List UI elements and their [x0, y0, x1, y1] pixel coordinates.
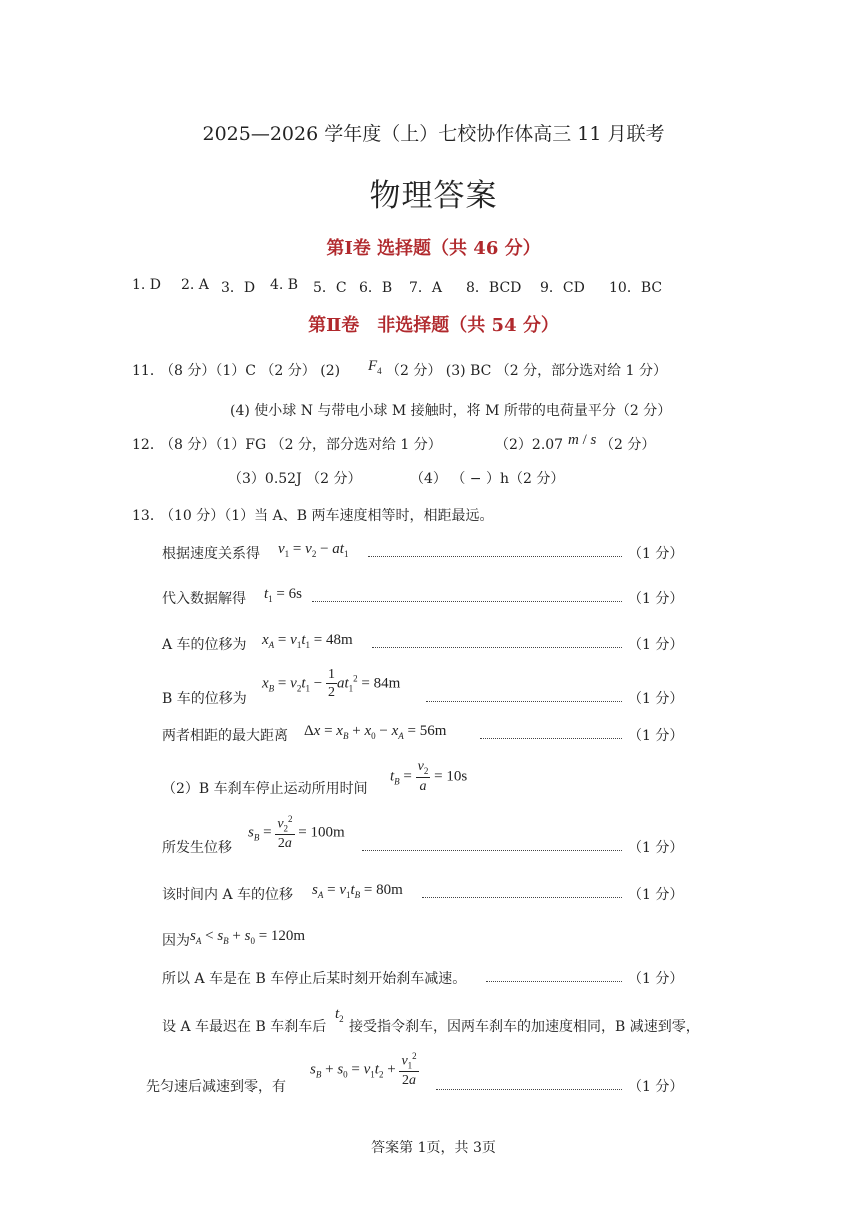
- q13-intro: （10 分）（1）当 A、B 两车速度相等时，相距最远。: [160, 508, 494, 524]
- q13-step7-label: 所发生位移: [162, 840, 232, 856]
- q13-step7-formula: $s_B$ = $\frac{v_2^2}{2a}$ = 100m: [248, 814, 345, 852]
- q13-step12-leader: [436, 1089, 622, 1090]
- q12-line2-a: （3）0.52J （2 分）: [228, 471, 362, 487]
- q13-number: 13．: [132, 508, 164, 524]
- q13-step6-label: （2）B 车刹车停止运动所用时间: [162, 781, 368, 797]
- q13-step3-label: A 车的位移为: [162, 637, 247, 653]
- q13-step1-leader: [368, 556, 622, 557]
- q13-step2-formula: $t_1 = 6s$: [264, 586, 302, 604]
- q12-line2-b: （4） （ − ）h（2 分）: [410, 471, 565, 487]
- q13-step1-points: （1 分）: [628, 546, 684, 562]
- q13-step12-formula: $s_B + s_0 = v_1t_2$ + $\frac{v_1^2}{2a}$: [310, 1051, 417, 1089]
- q13-step4-label: B 车的位移为: [162, 691, 247, 707]
- q13-step12-label: 先匀速后减速到零，有: [146, 1079, 286, 1095]
- q13-step3-leader: [372, 647, 622, 648]
- q13-step2-points: （1 分）: [628, 591, 684, 607]
- q13-step4-points: （1 分）: [628, 691, 684, 707]
- q13-step4-formula: $x_B = v_2t_1$ − $\frac{1}{2}$ $at_1^2 = 84m$: [262, 667, 401, 700]
- answer-5: 5．C: [313, 280, 347, 296]
- exam-title: 2025—2026 学年度（上）七校协作体高三 11 月联考: [202, 123, 665, 145]
- q11-line1-a: （8 分）（1）C （2 分） (2): [160, 363, 341, 379]
- q12-unit: m / s: [568, 432, 597, 448]
- q13-step8-points: （1 分）: [628, 887, 684, 903]
- q13-step12-points: （1 分）: [628, 1079, 684, 1095]
- q13-step8-formula: $s_A = v_1t_B = 80m$: [312, 882, 403, 900]
- q13-step5-points: （1 分）: [628, 728, 684, 744]
- q11-line2: (4) 使小球 N 与带电小球 M 接触时，将 M 所带的电荷量平分（2 分）: [230, 403, 672, 419]
- q13-step2-leader: [312, 601, 622, 602]
- answer-2: 2. A: [181, 277, 209, 293]
- answer-4: 4. B: [270, 277, 299, 293]
- answer-6: 6．B: [359, 280, 393, 296]
- q13-step9-label: 因为: [162, 933, 190, 949]
- q13-step10-points: （1 分）: [628, 971, 684, 987]
- q13-step10-leader: [486, 981, 622, 982]
- q13-step9-formula: $s_A < s_B + s_0 = 120m$: [190, 928, 306, 946]
- q13-step3-formula: $x_A = v_1t_1 = 48m$: [262, 632, 353, 650]
- q13-step4-leader: [426, 701, 622, 702]
- section1-title: 第Ⅰ卷 选择题（共 46 分）: [326, 238, 541, 259]
- q13-step5-label: 两者相距的最大距离: [162, 728, 288, 744]
- subject-title: 物理答案: [369, 178, 498, 214]
- section2-title: 第Ⅱ卷 非选择题（共 54 分）: [308, 315, 559, 336]
- answer-8: 8．BCD: [466, 280, 522, 296]
- q13-step8-leader: [422, 897, 622, 898]
- q13-step5-leader: [480, 738, 622, 739]
- q13-step7-leader: [362, 850, 622, 851]
- answer-1: 1. D: [132, 277, 162, 293]
- answer-10: 10．BC: [609, 280, 663, 296]
- q13-step10-label: 所以 A 车是在 B 车停止后某时刻开始刹车减速。: [162, 971, 467, 987]
- q11-number: 11．: [132, 363, 164, 379]
- q13-step11-t2: $t_2$: [335, 1006, 344, 1024]
- q12-line1-b: （2）2.07: [495, 437, 564, 453]
- q13-step8-label: 该时间内 A 车的位移: [162, 887, 294, 903]
- answer-9: 9．CD: [540, 280, 585, 296]
- q12-line1-c: （2 分）: [600, 437, 656, 453]
- q13-step7-points: （1 分）: [628, 840, 684, 856]
- q13-step11-a: 设 A 车最迟在 B 车刹车后: [162, 1019, 327, 1035]
- q12-line1-a: （8 分）（1）FG （2 分，部分选对给 1 分）: [160, 437, 442, 453]
- q13-step1-label: 根据速度关系得: [162, 546, 260, 562]
- page-footer: 答案第 1页，共 3页: [371, 1140, 496, 1156]
- q13-step3-points: （1 分）: [628, 637, 684, 653]
- q11-line1-b: （2 分） (3) BC （2 分，部分选对给 1 分）: [386, 363, 667, 379]
- q11-formula-f4: $F_4$: [368, 358, 382, 376]
- q13-step5-formula: $\Delta x = x_B + x_0 - x_A = 56m$: [304, 723, 447, 741]
- answer-3: 3．D: [221, 280, 256, 296]
- q13-step11-b: 接受指令刹车，因两车刹车的加速度相同，B 减速到零，: [349, 1019, 700, 1035]
- q13-step2-label: 代入数据解得: [162, 591, 246, 607]
- answer-7: 7．A: [409, 280, 443, 296]
- q13-step1-formula: $v_1 = v_2 - at_1$: [278, 541, 349, 559]
- q12-number: 12．: [132, 437, 164, 453]
- q13-step6-formula: $t_B$ = $\frac{v_2}{a}$ = 10s: [390, 759, 468, 794]
